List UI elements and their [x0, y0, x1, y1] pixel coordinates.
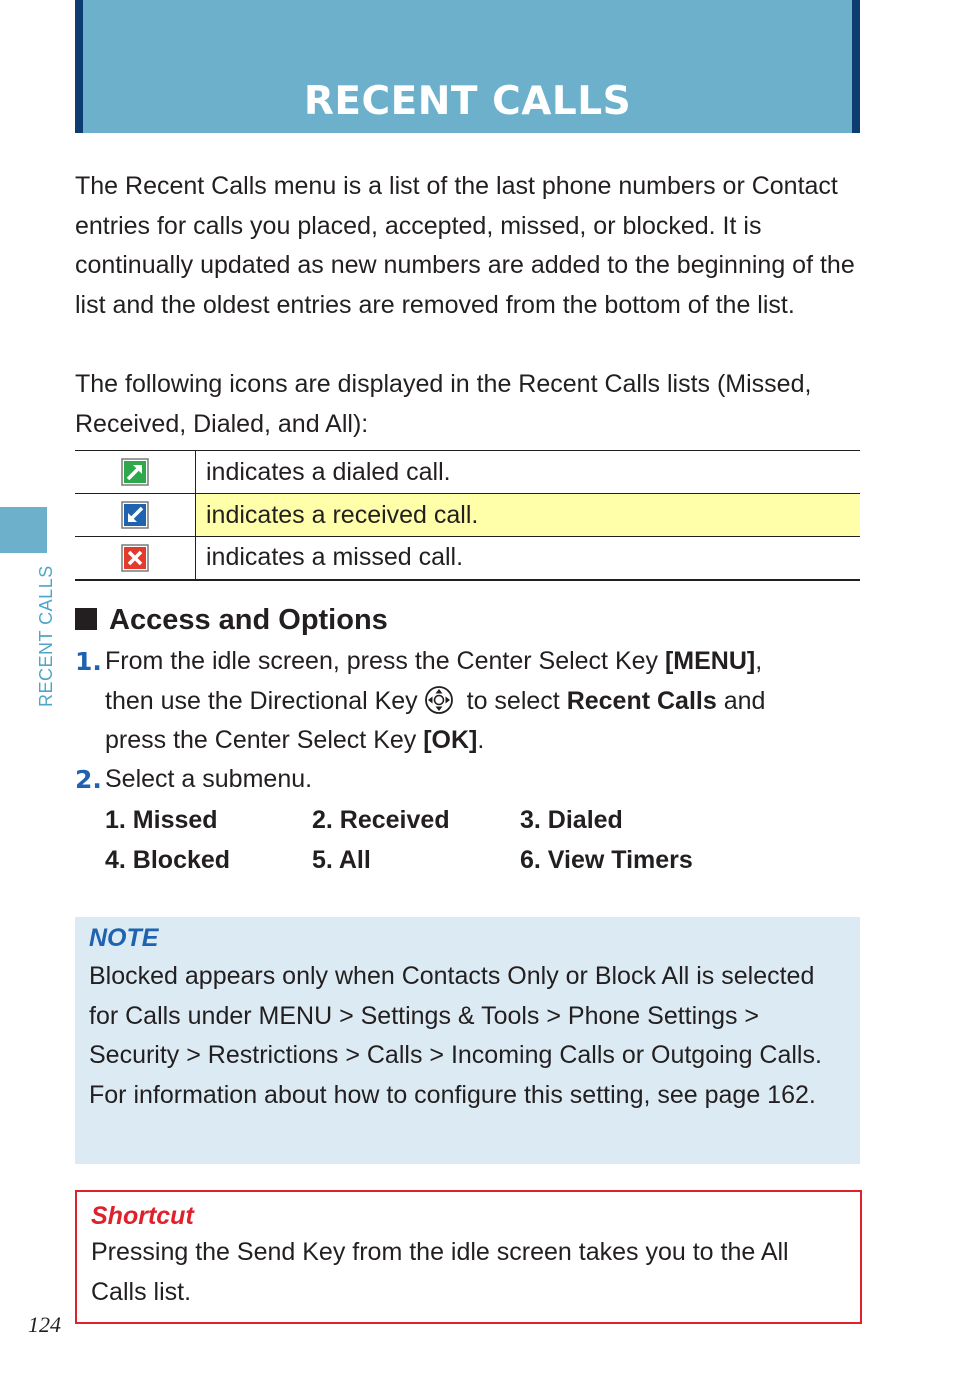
icon-description: indicates a missed call.: [196, 537, 861, 580]
menu-key-label: [MENU]: [664, 647, 756, 675]
page-number: 124: [28, 1312, 61, 1337]
table-row: [75, 537, 860, 580]
square-bullet-icon: [75, 608, 97, 630]
side-chapter-label: RECENT CALLS: [36, 565, 56, 707]
page-title: RECENT CALLS: [303, 79, 632, 124]
shortcut-box: [75, 1190, 862, 1324]
step-number: 2.: [75, 765, 102, 794]
table-row: [75, 494, 860, 537]
page-header: [75, 0, 860, 133]
step-text: to select: [459, 686, 567, 715]
recent-calls-label: Recent Calls: [566, 686, 717, 715]
call-icons-table: [75, 450, 860, 581]
step-text: ,: [755, 647, 763, 675]
shortcut-body: Pressing the Send Key from the idle screen takes you to the All Calls list.: [91, 1238, 789, 1306]
table-row: [75, 451, 860, 494]
icon-description: indicates a received call.: [196, 494, 861, 537]
step-text: then use the Directional Key: [105, 686, 418, 715]
submenu-item: 1. Missed: [105, 806, 218, 834]
ok-key-label: [OK]: [423, 726, 478, 755]
shortcut-title: Shortcut: [91, 1202, 194, 1230]
step-text: From the idle screen, press the Center Select Key: [105, 647, 665, 675]
received-call-icon: [121, 501, 149, 529]
note-title: NOTE: [89, 924, 159, 952]
step-text: press the Center Select Key: [105, 726, 424, 755]
submenu-item: 6. View Timers: [520, 846, 693, 874]
submenu-item: 2. Received: [312, 806, 450, 834]
icon-description: indicates a dialed call.: [196, 451, 861, 494]
dialed-call-icon: [121, 458, 149, 486]
side-tab: [0, 507, 47, 553]
submenu-item: 5. All: [312, 846, 371, 874]
icons-intro-paragraph: The following icons are displayed in the Recent Calls lists (Missed, Received, Dialed, and All):: [75, 370, 812, 438]
step-1: [75, 642, 865, 761]
step-number: 1.: [75, 647, 102, 676]
step-text: Select a submenu.: [105, 765, 313, 793]
note-body: Blocked appears only when Contacts Only or Block All is selected for Calls under MENU > Settings & Tools > Phone Settings > Security > Restrictions > Calls > Incoming Calls or Outgoing Calls. For information about how to configure this setting, see page 162.: [89, 962, 822, 1110]
step-text: and: [716, 686, 766, 715]
step-2: [75, 760, 865, 800]
submenu-item: 4. Blocked: [105, 846, 231, 874]
missed-call-icon: [121, 544, 149, 572]
directional-key-icon: [424, 685, 454, 715]
section-heading: [75, 601, 388, 639]
step-text: .: [477, 726, 485, 755]
intro-paragraph: The Recent Calls menu is a list of the last phone numbers or Contact entries for calls you placed, accepted, missed, or blocked. It is continually updated as new numbers are added to the beginning of the list and the oldest entries are removed from the bottom of the list.: [75, 172, 855, 320]
submenu-item: 3. Dialed: [520, 806, 623, 834]
section-title: Access and Options: [109, 604, 388, 636]
note-box: [75, 917, 860, 1164]
